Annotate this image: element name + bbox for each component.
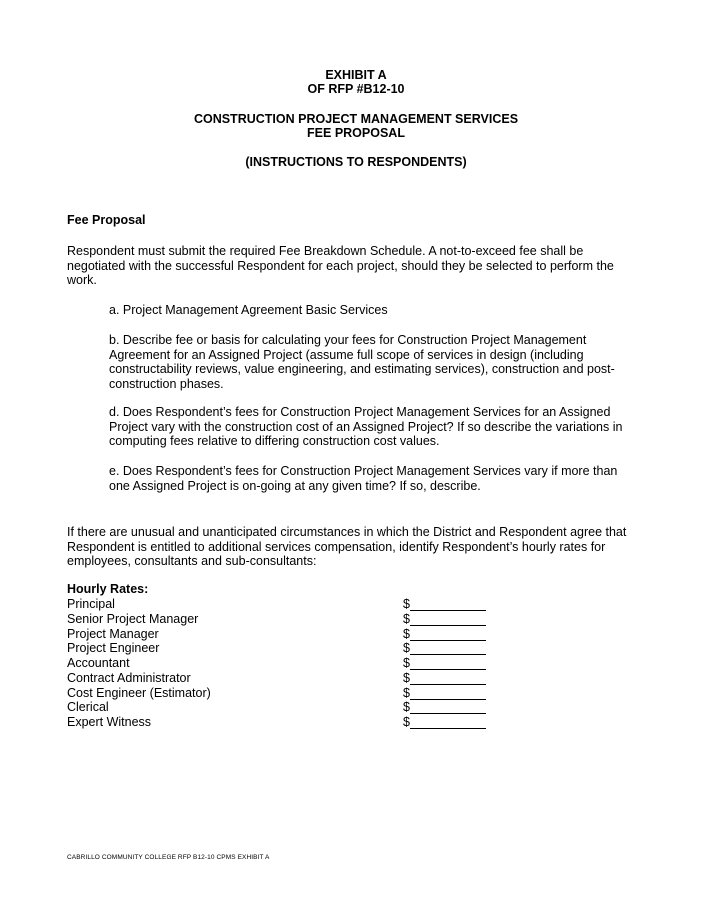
rate-blank-line[interactable] [410, 713, 486, 714]
dollar-sign: $ [403, 597, 410, 611]
hourly-rates-heading: Hourly Rates: [67, 582, 149, 596]
item-b: b. Describe fee or basis for calculating your fees for Construction Project Management Agreement for an Assigned Project (assume full scope of services in design (including constructability reviews, value engineering, and estimating services), construction and post-construction phases. [109, 333, 615, 391]
rate-row-principal [67, 597, 507, 612]
rate-label: Cost Engineer (Estimator) [67, 686, 211, 700]
instructions-title: (INSTRUCTIONS TO RESPONDENTS) [245, 155, 467, 169]
rate-label: Accountant [67, 656, 130, 670]
rate-blank-line[interactable] [410, 610, 486, 611]
rate-row-clerical [67, 700, 507, 715]
rate-label: Contract Administrator [67, 671, 191, 685]
rate-label: Project Manager [67, 627, 159, 641]
rate-row-senior-project-manager [67, 612, 507, 627]
rate-label: Principal [67, 597, 115, 611]
page-footer: CABRILLO COMMUNITY COLLEGE RFP B12-10 CPMS EXHIBIT A [67, 854, 270, 861]
dollar-sign: $ [403, 686, 410, 700]
item-a: a. Project Management Agreement Basic Services [109, 303, 388, 317]
rate-blank-line[interactable] [410, 669, 486, 670]
dollar-sign: $ [403, 715, 410, 729]
services-title: CONSTRUCTION PROJECT MANAGEMENT SERVICES [193, 112, 519, 126]
additional-services-paragraph: If there are unusual and unanticipated circumstances in which the District and Respondent agree that Respondent is entitled to additional services compensation, identify Respondent’s hourly rates for employees, consultants and sub-consultants: [67, 525, 627, 569]
rate-blank-line[interactable] [410, 625, 486, 626]
rate-row-contract-administrator [67, 671, 507, 686]
rate-label: Senior Project Manager [67, 612, 199, 626]
rate-row-cost-engineer [67, 686, 507, 701]
exhibit-title: EXHIBIT A [325, 68, 387, 82]
rate-row-expert-witness [67, 715, 507, 730]
dollar-sign: $ [403, 656, 410, 670]
dollar-sign: $ [403, 671, 410, 685]
section-heading: Fee Proposal [67, 213, 146, 227]
rate-row-project-engineer [67, 641, 507, 656]
dollar-sign: $ [403, 612, 410, 626]
dollar-sign: $ [403, 627, 410, 641]
rate-blank-line[interactable] [410, 654, 486, 655]
dollar-sign: $ [403, 700, 410, 714]
rfp-number: OF RFP #B12-10 [307, 82, 405, 96]
rate-blank-line[interactable] [410, 728, 486, 729]
rate-label: Clerical [67, 700, 109, 714]
dollar-sign: $ [403, 641, 410, 655]
rate-blank-line[interactable] [410, 684, 486, 685]
fee-proposal-title: FEE PROPOSAL [307, 126, 405, 140]
item-e: e. Does Respondent’s fees for Construction Project Management Services vary if more than one Assigned Project is on-going at any given time? If so, describe. [109, 464, 618, 493]
rate-row-accountant [67, 656, 507, 671]
item-d: d. Does Respondent’s fees for Construction Project Management Services for an Assigned Project vary with the construction cost of an Assigned Project? If so describe the variations in computing fees relative to differing construction cost values. [109, 405, 623, 449]
rate-label: Project Engineer [67, 641, 160, 655]
rate-label: Expert Witness [67, 715, 152, 729]
rate-row-project-manager [67, 627, 507, 642]
intro-paragraph: Respondent must submit the required Fee Breakdown Schedule. A not-to-exceed fee shall be negotiated with the successful Respondent for each project, should they be selected to perform the work. [67, 244, 614, 288]
